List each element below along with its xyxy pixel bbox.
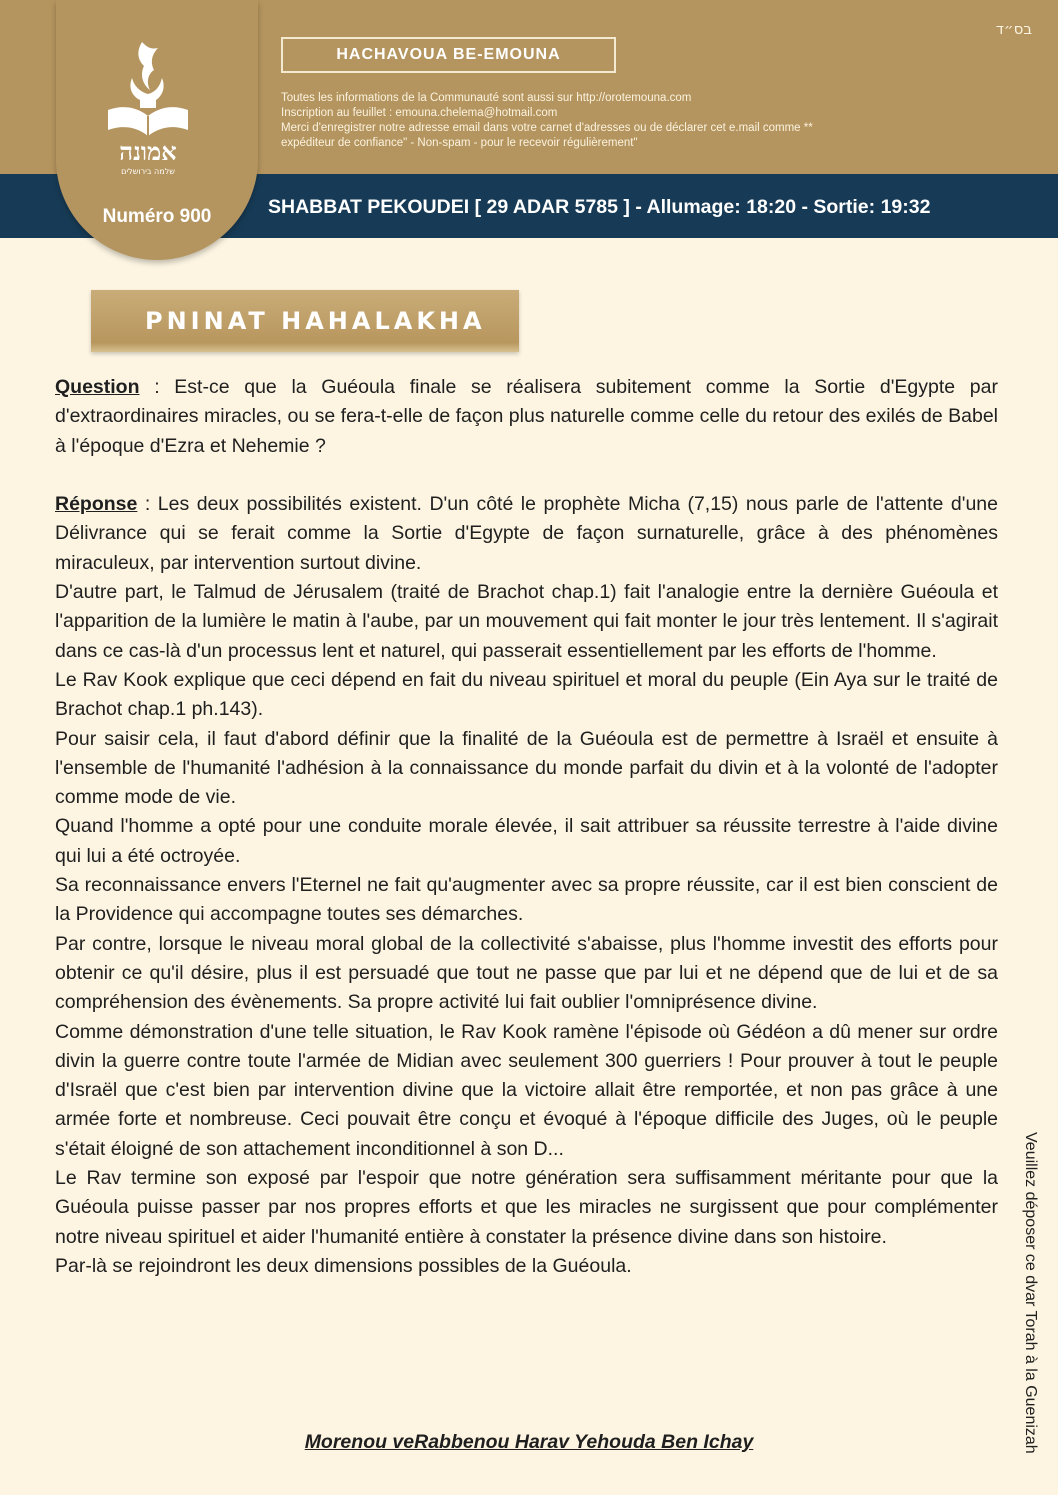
section-banner (91, 290, 519, 352)
header-info (281, 91, 981, 151)
answer-paragraph (55, 490, 998, 578)
guenizah-note-text: Veuillez déposer ce dvar Torah à la Guenizah (1022, 1132, 1039, 1454)
info-line: Merci d'enregistrer notre adresse email dans votre carnet d'adresses ou de déclarer cet e.mail comme ** (281, 122, 813, 134)
paragraph: Par contre, lorsque le niveau moral global de la collectivité s'abaisse, plus l'homme investit des efforts pour obtenir ce qu'il désire, plus il est persuadé que tout ne passe que par lui et ne dépend que de lui et de sa compréhension des évènements. Sa propre activité lui fait oublier l'omniprésence divine. (55, 932, 998, 1014)
logo-subtext: שלמה בירושלים (121, 167, 175, 176)
newsletter-title: HACHAVOUA BE-EMOUNA (281, 37, 616, 73)
paragraph: Le Rav Kook explique que ceci dépend en fait du niveau spirituel et moral du peuple (Ein Aya sur le traité de Brachot chap.1 ph.143). (55, 668, 998, 721)
info-line: Inscription au feuillet : emouna.chelema@hotmail.com (281, 107, 558, 119)
question-text: : Est-ce que la Guéoula finale se réalisera subitement comme la Sortie d'Egypte par d'extraordinaires miracles, ou se fera-t-elle de façon plus naturelle comme celle du retour des exilés de Babel à l'époque d'Ezra et Nehemie ? (55, 376, 998, 457)
answer-label: Réponse (55, 493, 138, 516)
shabbat-times: SHABBAT PEKOUDEI [ 29 ADAR 5785 ] - Allumage: 18:20 - Sortie: 19:32 (268, 196, 931, 218)
paragraph: Comme démonstration d'une telle situation, le Rav Kook ramène l'épisode où Gédéon a dû mener sur ordre divin la guerre contre toute l'armée de Midian avec seulement 300 guerriers ! Pour prouver à tout le peuple d'Israël que c'est bien par intervention divine que la victoire allait être remportée, et non pas grâce à une armée forte et nombreuse. Ceci pouvait être conçu et évoqué à l'époque difficile des Juges, où le peuple s'était éloigné de son attachement inconditionnel à son D... (55, 1020, 998, 1160)
issue-number: Numéro 900 (102, 206, 212, 227)
paragraph: D'autre part, le Talmud de Jérusalem (traité de Brachot chap.1) fait l'analogie entre la dernière Guéoula et l'apparition de la lumière le matin à l'aube, par un mouvement qui fait monter le jour très lentement. Il s'agirait dans ce cas-là d'un processus lent et naturel, qui passerait essentiellement par les efforts de l'homme. (55, 581, 998, 662)
info-line: Toutes les informations de la Communauté sont aussi sur http://orotemouna.com (281, 92, 692, 104)
section-title: PNINAT HAHALAKHA (145, 307, 486, 335)
paragraph-gap (55, 461, 998, 490)
paragraph: Par-là se rejoindront les deux dimensions possibles de la Guéoula. (55, 1254, 632, 1277)
paragraph: Sa reconnaissance envers l'Eternel ne fait qu'augmenter avec sa propre réussite, car il est bien conscient de la Providence qui accompagne toutes ses démarches. (55, 874, 998, 926)
question-paragraph (55, 373, 998, 461)
guenizah-note (1017, 1132, 1039, 1477)
bsd-mark: בס״ד (995, 20, 1032, 38)
logo-text: אמונה (119, 137, 177, 166)
author-signature: Morenou veRabbenou Harav Yehouda Ben Ichay (304, 1431, 754, 1453)
question-label: Question (55, 376, 140, 398)
emouna-logo (102, 38, 194, 178)
article-body (55, 373, 998, 1281)
answer-text: : Les deux possibilités existent. D'un côté le prophète Micha (7,15) nous parle de l'attente d'une Délivrance qui se ferait comme la Sortie d'Egypte de façon surnaturelle, grâce à des phénomènes miraculeux, par intervention surtout divine. (55, 493, 998, 574)
paragraph: Le Rav termine son exposé par l'espoir que notre génération sera suffisamment méritante pour que la Guéoula puisse passer par nos propres efforts et que les miracles ne surgissent que pour complémenter notre niveau spirituel et aider l'humanité entière à constater la présence divine dans son histoire. (55, 1167, 998, 1248)
paragraph: Quand l'homme a opté pour une conduite morale élevée, il sait attribuer sa réussite terrestre à l'aide divine qui lui a été octroyée. (55, 815, 998, 867)
paragraph: Pour saisir cela, il faut d'abord définir que la finalité de la Guéoula est de permettre à Israël et ensuite à l'ensemble de l'humanité l'adhésion à la connaissance du monde parfait du divin et à la volonté de l'adopter comme mode de vie. (55, 727, 998, 809)
info-line: expéditeur de confiance" - Non-spam - pour le recevoir régulièrement" (281, 137, 638, 149)
